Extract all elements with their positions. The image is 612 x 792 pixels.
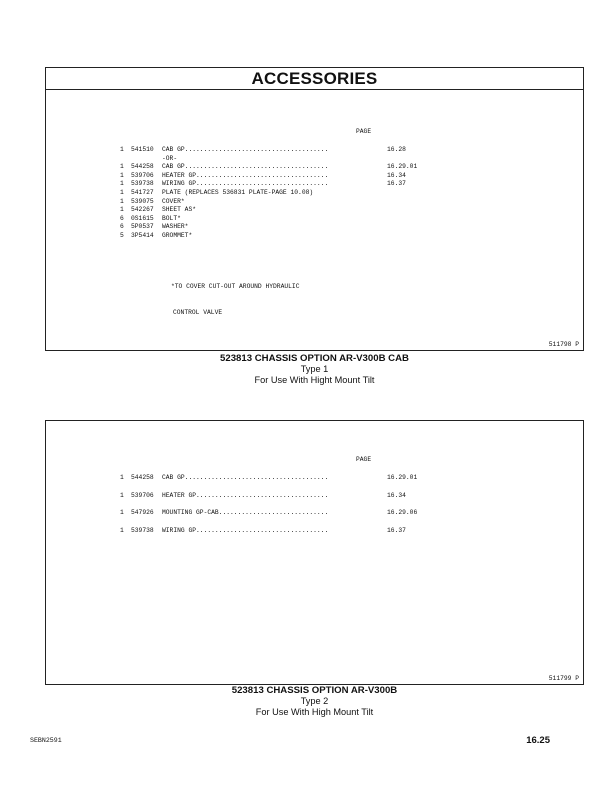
parts-list-row — [120, 527, 417, 545]
part-number: 5P0537 — [131, 223, 154, 231]
part-number: 3P5414 — [131, 231, 154, 239]
caption-title: 523813 CHASSIS OPTION AR-V300B CAB — [220, 353, 409, 364]
parts-list-row — [120, 492, 417, 510]
description: BOLT* — [162, 214, 181, 222]
quantity: 6 — [120, 223, 124, 231]
description: CAB GP...................................... — [162, 163, 329, 171]
part-number: 539738 — [131, 527, 154, 535]
part-number: 547926 — [131, 509, 154, 517]
page-reference: 16.37 — [387, 527, 406, 535]
description: COVER* — [162, 197, 185, 205]
parts-list-row — [120, 189, 417, 198]
accessories-panel — [45, 67, 584, 351]
parts-list-row — [120, 198, 417, 207]
footnote-line: *TO COVER CUT-OUT AROUND HYDRAULIC — [171, 282, 300, 290]
chassis-option-panel — [45, 420, 584, 685]
parts-list-row — [120, 232, 417, 241]
page-column-header: PAGE — [356, 456, 372, 463]
part-number: 539706 — [131, 491, 154, 499]
description: WASHER* — [162, 223, 189, 231]
part-number: 541727 — [131, 188, 154, 196]
page-reference: 16.34 — [387, 171, 406, 179]
parts-list — [120, 146, 417, 241]
quantity: 1 — [120, 474, 124, 481]
page-column-header: PAGE — [356, 128, 372, 135]
page-reference: 16.29.01 — [387, 163, 418, 171]
description: HEATER GP................................... — [162, 171, 329, 179]
figure-caption — [45, 686, 584, 717]
page-reference: 16.29.06 — [387, 509, 418, 517]
page-number: 16.25 — [526, 735, 550, 746]
description: HEATER GP................................... — [162, 491, 329, 499]
part-number: 539738 — [131, 180, 154, 188]
description: CAB GP...................................... — [162, 474, 329, 481]
footnote-line: CONTROL VALVE — [173, 308, 223, 316]
description: PLATE (REPLACES 536831 PLATE-PAGE 10.08) — [162, 188, 314, 196]
caption-usage: For Use With Hight Mount Tilt — [254, 374, 375, 385]
figure-caption — [45, 354, 584, 385]
part-number: 544258 — [131, 474, 154, 481]
part-number: 541510 — [131, 146, 154, 153]
description: -OR- — [162, 154, 178, 162]
parts-list-row — [120, 206, 417, 215]
description: GROMMET* — [162, 231, 193, 239]
part-number: 539075 — [131, 197, 154, 205]
description: MOUNTING GP-CAB............................. — [162, 509, 329, 517]
parts-list-row — [120, 180, 417, 189]
caption-type: Type 1 — [300, 364, 329, 375]
parts-list — [120, 474, 417, 545]
quantity: 1 — [120, 206, 124, 214]
illustration-reference: 511798 P — [548, 341, 579, 348]
page-reference: 16.29.01 — [387, 474, 418, 481]
quantity: 1 — [120, 163, 124, 171]
quantity: 1 — [120, 180, 124, 188]
footnote — [171, 265, 299, 335]
quantity: 1 — [120, 509, 124, 517]
part-number: 0S1615 — [131, 214, 154, 222]
quantity: 1 — [120, 197, 124, 205]
part-number: 544258 — [131, 163, 154, 171]
parts-list-row — [120, 163, 417, 172]
parts-list-row — [120, 509, 417, 527]
section-title: ACCESSORIES — [46, 68, 583, 90]
part-number: 539706 — [131, 171, 154, 179]
quantity: 5 — [120, 231, 124, 239]
parts-list-row — [120, 155, 417, 164]
caption-usage: For Use With High Mount Tilt — [255, 706, 374, 717]
parts-list-row — [120, 223, 417, 232]
quantity: 1 — [120, 171, 124, 179]
illustration-reference: 511799 P — [548, 675, 579, 682]
parts-list-row — [120, 474, 417, 492]
page-reference: 16.37 — [387, 180, 406, 188]
quantity: 1 — [120, 527, 124, 535]
part-number: 542267 — [131, 206, 154, 214]
parts-list-row — [120, 172, 417, 181]
caption-title: 523813 CHASSIS OPTION AR-V300B — [231, 685, 398, 696]
quantity: 1 — [120, 146, 124, 153]
page-reference: 16.34 — [387, 491, 406, 499]
parts-list-row — [120, 146, 417, 155]
description: SHEET AS* — [162, 206, 197, 214]
quantity: 1 — [120, 491, 124, 499]
caption-type: Type 2 — [300, 696, 329, 707]
page-reference: 16.28 — [387, 146, 406, 153]
quantity: 1 — [120, 188, 124, 196]
document-code: SEBN2591 — [30, 737, 62, 744]
parts-list-row — [120, 215, 417, 224]
quantity: 6 — [120, 214, 124, 222]
description: WIRING GP................................... — [162, 180, 329, 188]
part-number — [131, 155, 162, 164]
description: CAB GP...................................... — [162, 146, 329, 153]
quantity — [120, 155, 131, 164]
description: WIRING GP................................... — [162, 527, 329, 535]
